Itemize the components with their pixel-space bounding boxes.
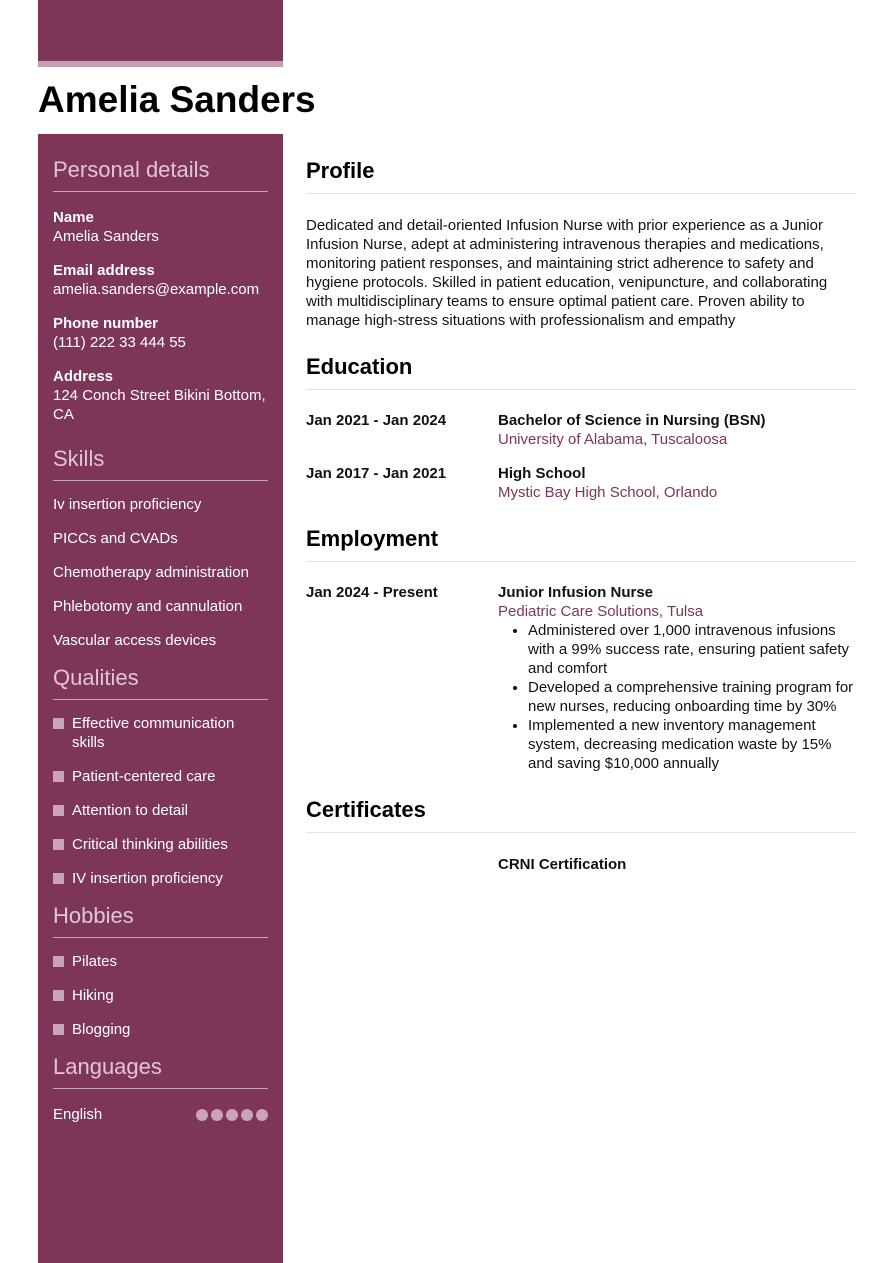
profile-heading: Profile	[306, 158, 856, 194]
detail-value: 124 Conch Street Bikini Bottom, CA	[53, 387, 266, 423]
square-bullet-icon	[53, 956, 64, 967]
skill-item: Iv insertion proficiency	[53, 496, 202, 513]
main-content	[306, 134, 856, 874]
detail-label: Address	[53, 368, 114, 385]
quality-item	[53, 767, 268, 786]
hobbies-list	[53, 952, 268, 1039]
detail-label: Phone number	[53, 315, 159, 332]
personal-detail-phone	[53, 314, 268, 352]
skills-section	[53, 446, 268, 650]
languages-section	[53, 1054, 268, 1124]
skills-list	[53, 495, 268, 650]
hobby-item	[53, 986, 268, 1005]
entry-title: Bachelor of Science in Nursing (BSN)	[498, 412, 766, 429]
detail-value: Amelia Sanders	[53, 228, 159, 245]
achievement-item: • Administered over 1,000 intravenous infusions with a 99% success rate, ensuring patient safety and comfort	[528, 621, 856, 678]
skill-item: Chemotherapy administration	[53, 564, 249, 581]
level-dot	[226, 1109, 238, 1121]
level-dot	[241, 1109, 253, 1121]
quality-item	[53, 869, 268, 888]
entry-date: Jan 2021 - Jan 2024	[306, 412, 447, 429]
candidate-name: Amelia Sanders	[38, 79, 316, 120]
certificates-section	[306, 797, 856, 874]
personal-detail-name	[53, 208, 268, 246]
entry-body	[498, 464, 856, 502]
education-heading: Education	[306, 354, 856, 390]
employment-entry	[306, 583, 856, 773]
education-entry	[306, 411, 856, 449]
hobby-text: Hiking	[72, 987, 114, 1004]
square-bullet-icon	[53, 839, 64, 850]
achievement-item: • Implemented a new inventory management system, decreasing medication waste by 15% and saving $10,000 annually	[528, 716, 856, 773]
hobby-item	[53, 952, 268, 971]
achievement-item: • Developed a comprehensive training program for new nurses, reducing onboarding time by 30%	[528, 678, 856, 716]
hobbies-heading: Hobbies	[53, 903, 268, 938]
detail-label: Email address	[53, 262, 155, 279]
entry-body	[498, 583, 856, 773]
entry-title: High School	[498, 465, 586, 482]
entry-date: Jan 2024 - Present	[306, 584, 438, 601]
hobby-text: Blogging	[72, 1021, 131, 1038]
language-name: English	[53, 1106, 103, 1123]
employment-heading: Employment	[306, 526, 856, 562]
profile-text: Dedicated and detail-oriented Infusion Nurse with prior experience as a Junior Infusion Nurse, adept at administering intravenous therapies and medications, monitoring patient responses, and maintaining strict adherence to safety and hygiene protocols. Skilled in patient education, venipuncture, and collaborating with multidisciplinary teams to ensure optimal patient care. Proven ability to manage high-stress situations with professionalism and empathy	[306, 217, 828, 329]
personal-details-heading: Personal details	[53, 157, 268, 192]
certificate-item: CRNI Certification	[498, 856, 627, 873]
personal-detail-email	[53, 261, 268, 299]
profile-section	[306, 158, 856, 330]
language-level-dots	[196, 1109, 268, 1121]
entry-body	[498, 411, 856, 449]
languages-heading: Languages	[53, 1054, 268, 1089]
entry-date: Jan 2017 - Jan 2021	[306, 465, 447, 482]
detail-value: amelia.sanders@example.com	[53, 281, 260, 298]
entry-title: Junior Infusion Nurse	[498, 584, 654, 601]
square-bullet-icon	[53, 771, 64, 782]
quality-item	[53, 714, 268, 752]
hobby-item	[53, 1020, 268, 1039]
entry-institution: University of Alabama, Tuscaloosa	[498, 431, 728, 448]
quality-item	[53, 835, 268, 854]
qualities-list	[53, 714, 268, 888]
hobby-text: Pilates	[72, 953, 118, 970]
quality-text: Patient-centered care	[72, 768, 216, 785]
quality-text: Critical thinking abilities	[72, 836, 228, 853]
achievements-list	[498, 621, 856, 773]
skills-heading: Skills	[53, 446, 268, 481]
qualities-heading: Qualities	[53, 665, 268, 700]
quality-text: IV insertion proficiency	[72, 870, 223, 887]
entry-institution: Mystic Bay High School, Orlando	[498, 484, 718, 501]
hobbies-section	[53, 903, 268, 1039]
quality-text: Attention to detail	[72, 802, 188, 819]
skill-item: Vascular access devices	[53, 632, 217, 649]
quality-text: Effective communication skills	[72, 715, 235, 751]
square-bullet-icon	[53, 1024, 64, 1035]
employment-section	[306, 526, 856, 773]
personal-detail-address	[53, 367, 268, 424]
entry-employer: Pediatric Care Solutions, Tulsa	[498, 603, 704, 620]
skill-item: PICCs and CVADs	[53, 530, 178, 547]
sidebar	[38, 134, 283, 1263]
square-bullet-icon	[53, 990, 64, 1001]
square-bullet-icon	[53, 718, 64, 729]
header-color-block	[38, 0, 283, 61]
skill-item: Phlebotomy and cannulation	[53, 598, 243, 615]
square-bullet-icon	[53, 805, 64, 816]
detail-label: Name	[53, 209, 94, 226]
detail-value: (111) 222 33 444 55	[53, 334, 186, 351]
education-section	[306, 354, 856, 502]
quality-item	[53, 801, 268, 820]
header-accent-stripe	[38, 61, 283, 67]
level-dot	[211, 1109, 223, 1121]
certificates-heading: Certificates	[306, 797, 856, 833]
education-entry	[306, 464, 856, 502]
qualities-section	[53, 665, 268, 888]
square-bullet-icon	[53, 873, 64, 884]
level-dot	[196, 1109, 208, 1121]
language-item	[53, 1105, 268, 1124]
level-dot	[256, 1109, 268, 1121]
